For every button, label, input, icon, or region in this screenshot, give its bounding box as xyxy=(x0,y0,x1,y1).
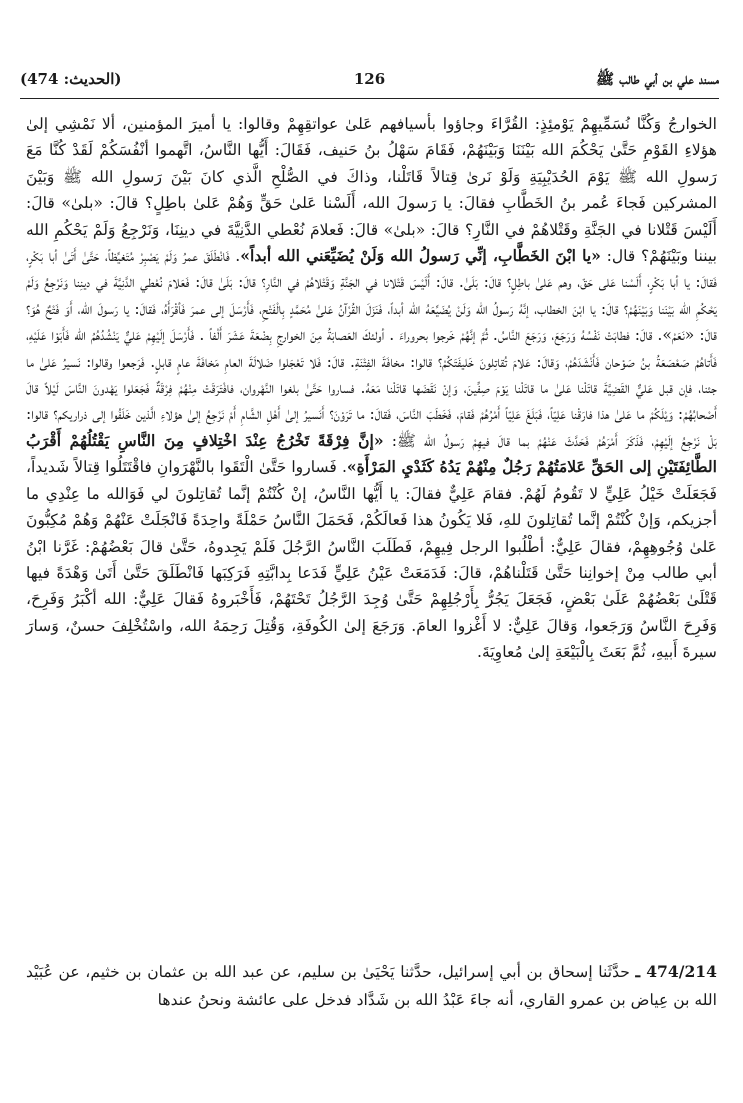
emphasized-quote-1: «يا ابْنَ الخَطَّابِ، إنِّي رَسولُ الله وَلَنْ يُضَيِّعَني الله أبداً» xyxy=(240,246,601,266)
header-divider xyxy=(20,98,719,99)
paragraph-part-2: . فَانْطَلَقَ عمرُ وَلَمْ يَصْبِرْ مُتَغيِّظاً، حَتَّىٰ أَتَىٰ أبا بَكْرٍ، فَقالَ: يا أبا بَكْرٍ، أَلَسْنا عَلى حَقّ، وهم عَلىٰ باطِلٍ؟ قالَ: بَلَىٰ. قالَ: أَلَيْسَ قَتْلانا في الجَنَّةِ وَقَتْلاهُمْ في النَّارِ؟ قالَ: بَلَىٰ قالَ: فَعَلامَ نُعْطي الدَّنِيَّةَ في دينِنا وَنَرْجِعُ وَلَمْ يَحْكُمِ الله بَيْنَنا وَبَيْنَهُمْ؟ قالَ: يا ابْنَ الخطاب، إنَّهُ رَسولُ الله وَلَنْ يُضَيِّعَهُ الله أبداً، فَنَزَلَ القُرْآنُ عَلىٰ مُحَمَّدٍ بِالْفَتْحِ، فَأَرْسَلَ إلى عمرَ فَأقْرَأَهُ، فَقالَ: يا رَسولَ الله، أَوَ فَتْحٌ هُوَ؟ قالَ: «نَعَمْ». قالَ: فطابَتْ نَفْسُهُ وَرَجَعَ، وَرَجَعَ النَّاسُ. ثُمَّ إنَّهُمْ خَرجوا بحروراءَ . أولئكَ العَصابَةُ مِنَ الخوارجِ بِضْعَةَ عَشَرَ أَلْفاً . فَأَرْسَلَ إلَيْهِمْ عَليٌّ يَنْشُدُهُمُ الله فَأَبَوْا عَلَيْهِ، فَأَتاهُمْ صَعْصَعَةُ بنُ صَوْحان فَأَنْشَدَهُمْ، وَقالَ: عَلامَ تُقاتِلونَ خَليفَتَكُمْ؟ قالوا: مخافَةَ الفِتْنَةِ. قالَ: فَلا تَعْجَلوا ضَلالَةَ العامِ مَخافَةَ عامٍ قابلٍ. فَرَجعوا وقالوا: نَسيرُ عَلىٰ ما جئنا، فإن قبل عَليٌّ القَضِيَّةَ قاتَلْنا عَلىٰ ما قاتَلْنا يَوْمَ صِفِّينَ، وَإنْ نَقَضَها قاتَلْنا مَعَهُ. فساروا حَتَّىٰ بلغوا النَّهْروان، فافْتَرَقَتْ مِنْهُمْ فِرْقَةٌ فَجَعَلوا يَهْدونَ النَّاسَ لَيْلاً قالَ أَصْحابُهُمْ: وَيْلَكُمْ ما عَلىٰ هذا فارَقْنا عَلِيّاً، فَبَلَغَ عَلِيّاً أَمْرُهُمْ فَقامَ، فَخَطَبَ النَّاسَ، فَقالَ: ما تَرَوْنَ؟ أَنَسيرُ إلىٰ أَهْلِ الشَّامِ أَمْ نَرْجِعُ إلىٰ هؤلاءِ الَّذين خَلَفُوا إلى ذراريكم؟ قالوا: بَلْ نَرْجِعُ إلَيْهِمْ، فَذَكَرَ أَمْرَهُمْ فَحَدَّثَ عَنْهُمْ بما قالَ فيهِمْ رَسولُ الله ﷺ: xyxy=(26,247,717,450)
hadith-chain-text: حدَّثَنا إسحاق بن أبي إسرائيل، حدَّثنا يَحْيَىٰ بن سليم، عن عبد الله بن عثمان بن خثيم، عن عُبَيْد الله بن عِياض بن عمرو القاري، أنه جاءَ عَبْدُ الله بن شَدَّاد فدخل على عائشة ونحنُ عندها xyxy=(26,963,717,1009)
next-hadith-paragraph xyxy=(26,958,717,1014)
hadith-reference: (الحديث: 474) xyxy=(20,70,122,88)
page-header xyxy=(20,66,719,96)
emphasized-quote-2: «إنَّ فِرْقَةً تَخْرُجُ عِنْدَ اخْتِلافٍ مِنَ النَّاسِ يَقْتُلُهُمْ أَقْرَبُ الطَّائِفَتَيْنِ إلى الحَقِّ عَلامَتُهُمْ رَجُلٌ مِنْهُمْ يَدُهُ كَثَدْيِ المَرْأَةِ» xyxy=(26,430,718,477)
main-paragraph xyxy=(26,111,717,666)
hadith-number: 474/214 ـ xyxy=(635,962,717,981)
next-hadith xyxy=(26,958,717,1014)
main-text xyxy=(26,111,717,666)
paragraph-part-3: . فَساروا حَتَّىٰ الْتَقَوا بالنَّهْرَوانِ فاقْتَتَلُوا قِتالاً شَديداً، فَجَعَلَتْ خَيْلُ عَلِيٍّ لا تَقُومُ لَهُمْ. فقامَ عَلِيٌّ فقالَ: يا أَيُّها النَّاسُ، إنْ كُنْتُمْ إنَّما تُقاتِلونَ لي فَوَالله ما عِنْدِي ما أجزيكم، وَإنْ كُنْتُمْ إنَّما تُقاتِلونَ للهِ، فَلا يَكُونُ هذا فَعالَكُمْ، فَحَمَلَ النَّاسُ حَمْلَةً واحِدَةً فَانْجَلَتْ عَنْهُمْ وَهُمْ مُكِبُّونَ عَلىٰ وُجُوهِهِمْ، فقالَ عَلِيٌّ: أطْلُبوا الرجل فِيهِمْ، فَطَلَبَ النَّاسُ الرَّجُلَ فَلَمْ يَجِدوهُ، حَتَّىٰ قالَ بَعْضُهُمْ: غَرَّنا ابْنُ أبي طالب مِنْ إخوانِنا حَتَّىٰ قَتَلْناهُمْ، قالَ: فَدَمَعَتْ عَيْنُ عَلِيٍّ فَدَعا بِدابَّتِهِ فَرَكِبَها فَانْطَلَقَ حَتَّىٰ أَتَىٰ وَهْدَةً فيها قَتْلَىٰ بَعْضُهُمْ عَلَىٰ بَعْضٍ، فَجَعَلَ يَجُرُّ بِأَرْجُلِهِمْ حَتَّىٰ وُجِدَ الرَّجُلُ تَحْتَهُمْ، فَأَخْبَروهُ فَقالَ عَلِيٌّ: الله أكْبَرُ وَفَرِحَ، وَفَرِحَ النَّاسُ وَرَجَعوا، وَقالَ عَلِيٌّ: لا أَغْزوا العامَ. وَرَجَعَ إلىٰ الكُوفَةِ، وَقُتِلَ رَحِمَهُ الله، واسْتُخْلِفَ حسنٌ، وَسارَ سيرةَ أَبيهِ، ثُمَّ بَعَثَ بِالْبَيْعَةِ إلىٰ مُعاوِيَةَ. xyxy=(26,458,717,662)
page-number: 126 xyxy=(353,70,386,88)
book-title: مسند علي بن أبي طالب ﷺ xyxy=(595,70,719,88)
paragraph-part-1: الخوارجُ وَكُنَّا نُسَمِّيهِمْ يَوْمئِذٍ: القُرَّاءَ وجاؤوا بأسيافهم عَلىٰ عواتقِهِمْ وقالوا: يا أميرَ المؤمنين، ألا نَمْشِي إلىٰ هؤلاءِ القَوْمِ حَتَّىٰ يَحْكُمَ الله بَيْنَنَا وَبَيْنَهُمْ، فَقَامَ سَهْلُ بنُ حَنيف، فَقَالَ: أَيُّها النَّاسُ، اتَّهموا أنْفُسَكُمْ لَقَدْ كُنَّا مَعَ رَسولِ الله ﷺ يَوْمَ الحُدَيْبِيَةِ وَلَوْ نَرىٰ قِتالاً قَاتَلْنا، وذاكَ في الصُّلْحِ الَّذي كانَ بَيْنَ رَسولِ الله ﷺ وَبَيْنَ المشركين فَجاءَ عُمر بنُ الخَطَّابِ فقالَ: يا رَسولَ الله، أَلَسْنا عَلىٰ حَقٍّ وَهُمْ عَلىٰ باطِلٍ؟ قالَ: «بلىٰ» قالَ: أَلَيْسَ قَتْلانا في الجَنَّةِ وقَتْلاهُمْ في النَّارِ؟ قالَ: «بلىٰ» قالَ: فَعلامَ نُعْطي الدَّنِيَّةَ في دينِنَا، وَنَرْجِعُ وَلَمْ يَحْكُمِ الله بيننا وبَيْنَهُمْ؟ قال: xyxy=(26,115,717,266)
